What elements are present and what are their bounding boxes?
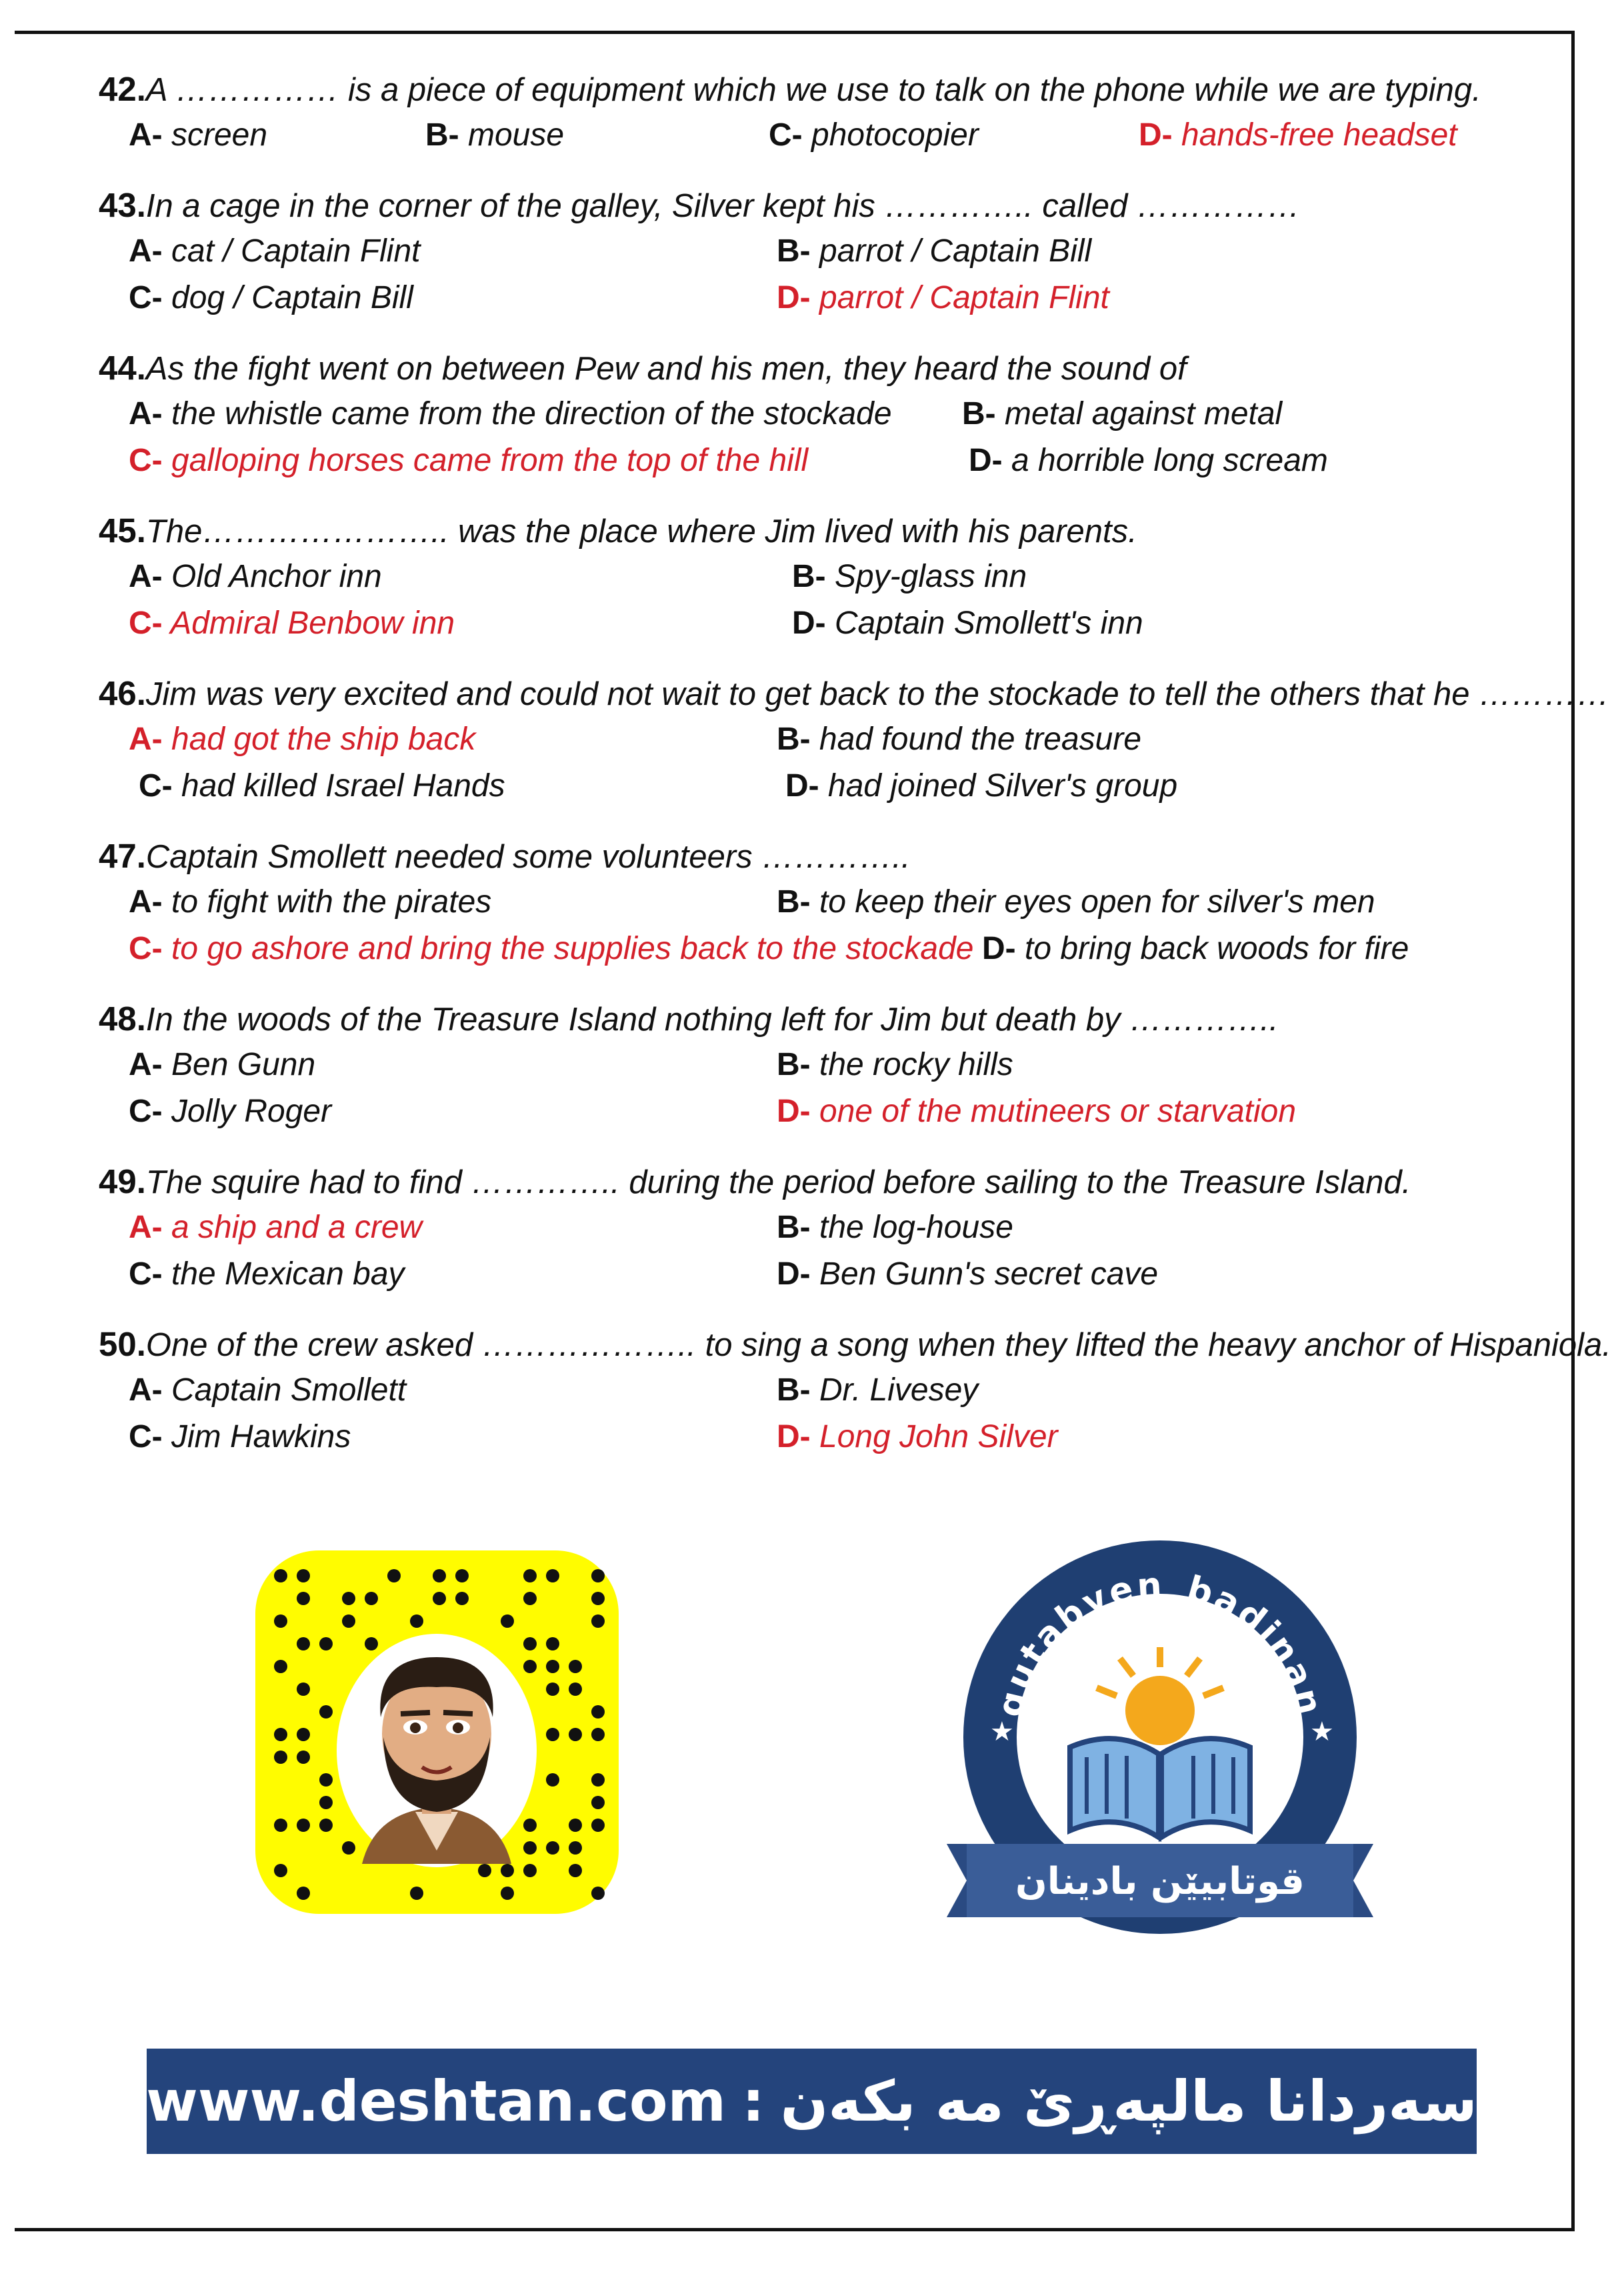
question-number: 46. (99, 674, 146, 712)
logo-top-text: qutabyen_badinan (990, 1565, 1330, 1721)
question-stem (99, 183, 1499, 228)
question-number: 45. (99, 511, 146, 549)
option-c-correct[interactable]: C- to go ashore and bring the supplies back to the stockade (129, 931, 974, 966)
option-a[interactable]: A- the whistle came from the direction of the stockade (129, 396, 892, 431)
question-number: 43. (99, 186, 146, 224)
question-43 (99, 183, 1499, 321)
option-b[interactable]: B- the rocky hills (777, 1047, 1013, 1082)
question-stem (99, 1159, 1499, 1204)
option-d-correct[interactable]: D- hands-free headset (1139, 117, 1457, 153)
banner-kurdish-text: سەردانا مالپەڕێ مە بکەن (780, 2069, 1477, 2134)
option-b[interactable]: B- metal against metal (962, 396, 1283, 431)
option-d[interactable]: D- Captain Smollett's inn (792, 606, 1143, 641)
footer-banner[interactable] (147, 2049, 1477, 2154)
option-a[interactable]: A- Captain Smollett (129, 1372, 407, 1408)
option-d[interactable]: D- had joined Silver's group (785, 768, 1178, 804)
question-50 (99, 1322, 1611, 1460)
question-text: A …………… is a piece of equipment which we use to talk on the phone while we are typing. (145, 72, 1481, 108)
bitmoji-avatar-icon (255, 1550, 619, 1914)
question-text: One of the crew asked ……………….. to sing a song when they lifted the heavy anchor of Hispaniola. (145, 1327, 1611, 1363)
question-stem (99, 345, 1499, 391)
question-text: Jim was very excited and could not wait to get back to the stockade to tell the others that he ………… (145, 676, 1610, 712)
question-text: The squire had to find ………….. during the period before sailing to the Treasure Island. (145, 1164, 1411, 1200)
question-stem (99, 67, 1499, 112)
question-48 (99, 996, 1499, 1135)
option-d-correct[interactable]: D- parrot / Captain Flint (777, 280, 1109, 315)
option-d[interactable]: D- to bring back woods for fire (982, 931, 1409, 966)
question-45 (99, 508, 1499, 647)
option-c-correct[interactable]: C- Admiral Benbow inn (129, 606, 455, 641)
question-stem (99, 671, 1610, 716)
question-text: In the woods of the Treasure Island nothing left for Jim but death by ………….. (145, 1002, 1279, 1038)
option-c[interactable]: C- Jolly Roger (129, 1094, 332, 1129)
question-list (99, 67, 1611, 1460)
question-text: The………………….. was the place where Jim lived with his parents. (145, 513, 1137, 549)
option-a-correct[interactable]: A- a ship and a crew (129, 1210, 423, 1245)
option-c[interactable]: C- dog / Captain Bill (129, 280, 413, 315)
option-a[interactable]: A- cat / Captain Flint (129, 233, 421, 269)
website-url[interactable]: www.deshtan.com (146, 2069, 727, 2134)
option-c[interactable]: C- the Mexican bay (129, 1256, 405, 1292)
question-stem (99, 1322, 1611, 1367)
option-b[interactable]: B- mouse (425, 117, 565, 153)
option-b[interactable]: B- parrot / Captain Bill (777, 233, 1092, 269)
option-c-correct[interactable]: C- galloping horses came from the top of the hill (129, 443, 809, 478)
svg-text:★: ★ (990, 1716, 1014, 1747)
question-text: As the fight went on between Pew and his men, they heard the sound of (145, 351, 1187, 387)
option-b[interactable]: B- Spy-glass inn (792, 559, 1027, 594)
question-stem (99, 834, 1499, 879)
banner-separator: : (742, 2069, 765, 2134)
option-b[interactable]: B- the log-house (777, 1210, 1013, 1245)
logo-bottom-text: قوتابیێن بادینان (1015, 1860, 1305, 1903)
option-a[interactable]: A- screen (129, 117, 268, 153)
question-42 (99, 67, 1499, 159)
svg-text:★: ★ (1310, 1716, 1334, 1747)
question-46 (99, 671, 1610, 810)
question-stem (99, 508, 1499, 553)
option-a[interactable]: A- to fight with the pirates (129, 884, 492, 920)
question-number: 49. (99, 1162, 146, 1200)
qutabyen-badinan-logo (947, 1517, 1373, 1944)
option-b[interactable]: B- Dr. Livesey (777, 1372, 979, 1408)
question-text: In a cage in the corner of the galley, Silver kept his ………….. called …………… (145, 188, 1301, 224)
question-number: 47. (99, 837, 146, 875)
option-d-correct[interactable]: D- Long John Silver (777, 1419, 1058, 1454)
question-number: 44. (99, 349, 146, 387)
question-number: 50. (99, 1325, 146, 1363)
option-b[interactable]: B- had found the treasure (777, 722, 1142, 757)
question-47 (99, 834, 1499, 972)
option-c[interactable]: C- photocopier (769, 117, 979, 153)
question-stem (99, 996, 1499, 1042)
option-c[interactable]: C- had killed Israel Hands (139, 768, 505, 804)
option-a-correct[interactable]: A- had got the ship back (129, 722, 476, 757)
question-44 (99, 345, 1499, 484)
option-d-correct[interactable]: D- one of the mutineers or starvation (777, 1094, 1297, 1129)
question-number: 42. (99, 70, 146, 108)
option-a[interactable]: A- Ben Gunn (129, 1047, 316, 1082)
question-49 (99, 1159, 1499, 1298)
option-d[interactable]: D- Ben Gunn's secret cave (777, 1256, 1159, 1292)
option-d[interactable]: D- a horrible long scream (969, 443, 1328, 478)
snapcode-qr[interactable] (255, 1550, 619, 1914)
option-c[interactable]: C- Jim Hawkins (129, 1419, 351, 1454)
question-text: Captain Smollett needed some volunteers ………….. (145, 839, 911, 875)
option-a[interactable]: A- Old Anchor inn (129, 559, 382, 594)
option-b[interactable]: B- to keep their eyes open for silver's men (777, 884, 1375, 920)
question-number: 48. (99, 1000, 146, 1038)
